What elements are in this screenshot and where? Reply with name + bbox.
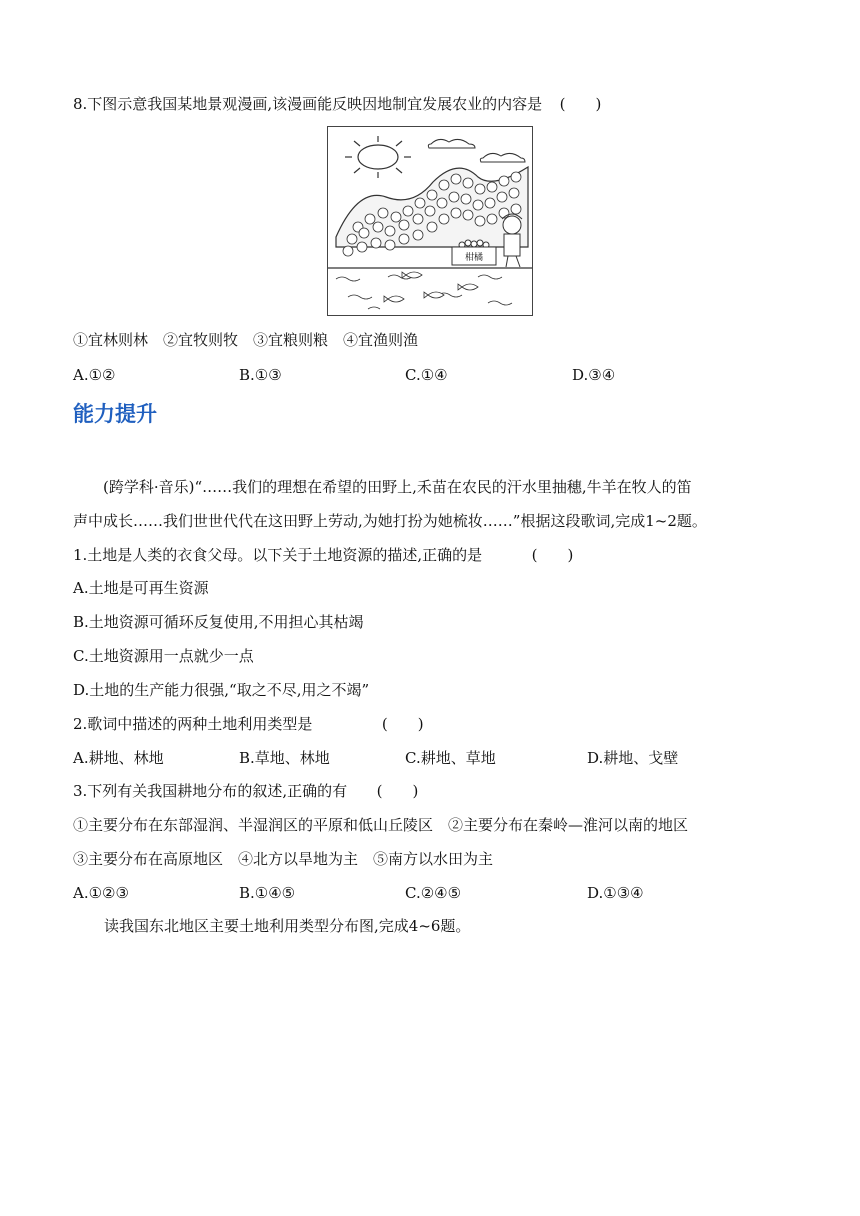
lyrics-passage bbox=[73, 470, 791, 538]
q3-stem bbox=[73, 781, 418, 801]
q8-stem bbox=[73, 94, 601, 114]
sun-icon bbox=[345, 136, 411, 178]
q3-statements-2: ③主要分布在高原地区 ④北方以旱地为主 ⑤南方以水田为主 bbox=[73, 850, 494, 868]
passage-line-1: (跨学科·音乐)“……我们的理想在希望的田野上,禾苗在农民的汗水里抽穗,牛羊在牧人的笛 bbox=[103, 478, 692, 496]
q2-stem bbox=[73, 714, 424, 734]
q8-option-c[interactable]: C.①④ bbox=[405, 366, 448, 384]
q1-stem bbox=[73, 545, 573, 565]
farmer-figure bbox=[502, 214, 522, 267]
q1-option-d[interactable]: D.土地的生产能力很强,“取之不尽,用之不竭” bbox=[73, 681, 370, 699]
q2-option-a[interactable]: A.耕地、林地 bbox=[73, 749, 164, 767]
q8-option-b[interactable]: B.①③ bbox=[239, 366, 282, 384]
q3-option-a[interactable]: A.①②③ bbox=[73, 884, 129, 902]
q1-answer-paren: ( ) bbox=[531, 546, 574, 564]
q8-answer-paren: ( ) bbox=[559, 95, 602, 113]
q3-option-c[interactable]: C.②④⑤ bbox=[405, 884, 462, 902]
q3-statements-1: ①主要分布在东部湿润、半湿润区的平原和低山丘陵区 ②主要分布在秦岭—淮河以南的地区 bbox=[73, 816, 689, 834]
q3-option-b[interactable]: B.①④⑤ bbox=[239, 884, 296, 902]
q1-option-a[interactable]: A.土地是可再生资源 bbox=[73, 579, 209, 597]
fish-icon bbox=[384, 272, 478, 302]
q8-stem-text: 8.下图示意我国某地景观漫画,该漫画能反映因地制宜发展农业的内容是 bbox=[73, 95, 543, 113]
section-title: 能力提升 bbox=[73, 402, 157, 426]
q3-option-d[interactable]: D.①③④ bbox=[587, 884, 644, 902]
q2-stem-text: 2.歌词中描述的两种土地利用类型是 bbox=[73, 715, 313, 733]
q1-stem-text: 1.土地是人类的衣食父母。以下关于土地资源的描述,正确的是 bbox=[73, 546, 483, 564]
q8-landscape-cartoon bbox=[327, 126, 533, 316]
passage-line-2: 声中成长……我们世世代代在这田野上劳动,为她打扮为她梳妆……”根据这段歌词,完成1~2题。 bbox=[73, 512, 707, 530]
basket-label: 柑橘 bbox=[464, 253, 484, 263]
q3-stem-text: 3.下列有关我国耕地分布的叙述,正确的有 bbox=[73, 782, 348, 800]
q1-option-b[interactable]: B.土地资源可循环反复使用,不用担心其枯竭 bbox=[73, 613, 364, 631]
q3-answer-paren: ( ) bbox=[376, 782, 419, 800]
q2-option-b[interactable]: B.草地、林地 bbox=[239, 749, 330, 767]
q8-statements: ①宜林则林 ②宜牧则牧 ③宜粮则粮 ④宜渔则渔 bbox=[73, 331, 419, 349]
q2-option-d[interactable]: D.耕地、戈壁 bbox=[587, 749, 679, 767]
landscape-illustration bbox=[328, 127, 532, 315]
q4-6-intro: 读我国东北地区主要土地利用类型分布图,完成4~6题。 bbox=[104, 917, 471, 935]
q8-option-d[interactable]: D.③④ bbox=[572, 366, 616, 384]
q8-option-a[interactable]: A.①② bbox=[73, 366, 116, 384]
cloud-icon bbox=[428, 139, 525, 162]
q2-answer-paren: ( ) bbox=[381, 715, 424, 733]
q2-option-c[interactable]: C.耕地、草地 bbox=[405, 749, 496, 767]
q1-option-c[interactable]: C.土地资源用一点就少一点 bbox=[73, 647, 254, 665]
